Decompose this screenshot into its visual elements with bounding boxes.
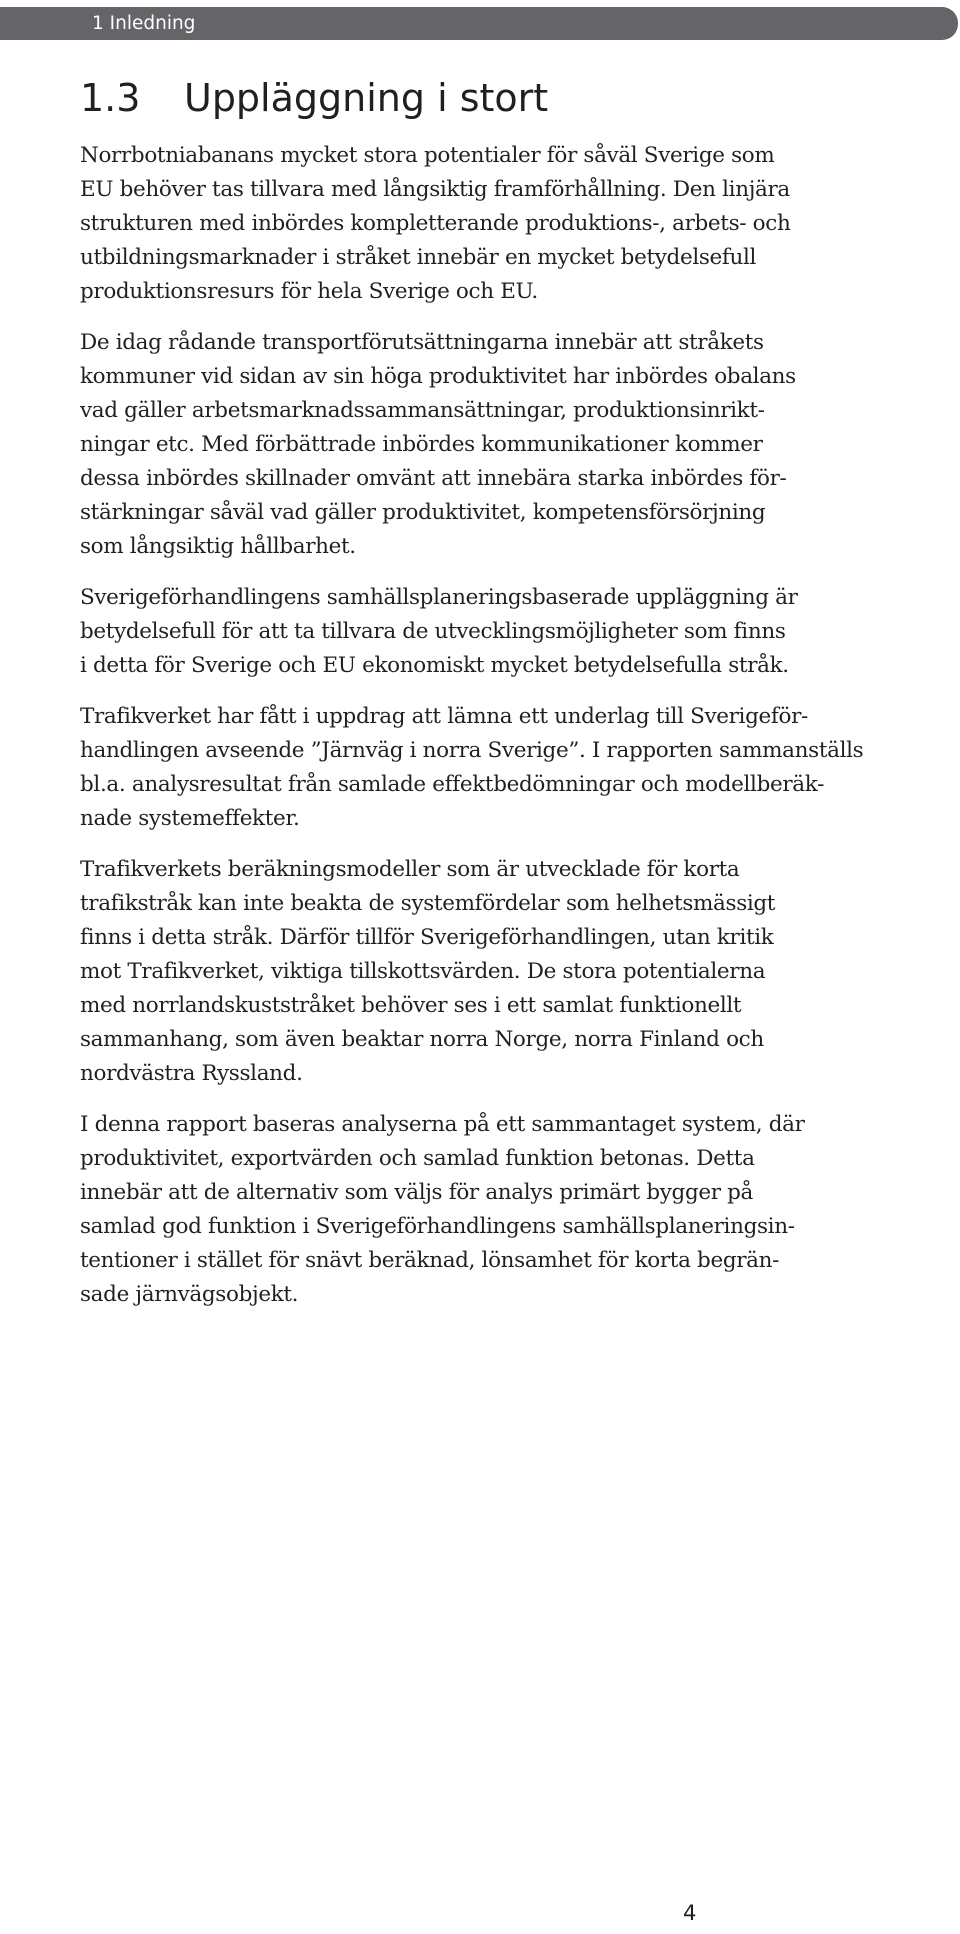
text-line: ningar etc. Med förbättrade inbördes kommunikationer kommer: [80, 432, 763, 457]
text-line: strukturen med inbördes kompletterande produktions-, arbets- och: [80, 211, 791, 236]
text-line: De idag rådande transportförutsättningarna innebär att stråkets: [80, 330, 764, 355]
text-line: sade järnvägsobjekt.: [80, 1282, 299, 1307]
text-line: dessa inbördes skillnader omvänt att innebära starka inbördes för-: [80, 466, 787, 491]
paragraph: [80, 700, 920, 836]
paragraph: [80, 853, 920, 1091]
chapter-header-label: 1 Inledning: [92, 13, 196, 34]
text-line: handlingen avseende ”Järnväg i norra Sverige”. I rapporten sammanställs: [80, 738, 864, 763]
section-heading: [80, 74, 548, 122]
text-line: produktionsresurs för hela Sverige och EU.: [80, 279, 538, 304]
paragraph: [80, 139, 920, 309]
text-line: nordvästra Ryssland.: [80, 1061, 303, 1086]
text-line: produktivitet, exportvärden och samlad funktion betonas. Detta: [80, 1146, 755, 1171]
paragraph: [80, 1108, 920, 1312]
text-line: bl.a. analysresultat från samlade effektbedömningar och modellberäk-: [80, 772, 824, 797]
section-number: 1.3: [80, 76, 141, 120]
text-line: som långsiktig hållbarhet.: [80, 534, 356, 559]
text-line: tentioner i stället för snävt beräknad, lönsamhet för korta begrän-: [80, 1248, 780, 1273]
text-line: samlad god funktion i Sverigeförhandlingens samhällsplaneringsin-: [80, 1214, 795, 1239]
text-line: nade systemeffekter.: [80, 806, 300, 831]
text-line: Trafikverkets beräkningsmodeller som är utvecklade för korta: [80, 857, 740, 882]
text-line: betydelsefull för att ta tillvara de utvecklingsmöjligheter som finns: [80, 619, 786, 644]
text-line: trafikstråk kan inte beakta de systemfördelar som helhetsmässigt: [80, 891, 776, 916]
text-line: finns i detta stråk. Därför tillför Sverigeförhandlingen, utan kritik: [80, 925, 774, 950]
text-line: mot Trafikverket, viktiga tillskottsvärden. De stora potentialerna: [80, 959, 766, 984]
text-line: utbildningsmarknader i stråket innebär en mycket betydelsefull: [80, 245, 757, 270]
text-line: i detta för Sverige och EU ekonomiskt mycket betydelsefulla stråk.: [80, 653, 789, 678]
text-line: sammanhang, som även beaktar norra Norge, norra Finland och: [80, 1027, 764, 1052]
paragraph: [80, 581, 920, 683]
text-line: kommuner vid sidan av sin höga produktivitet har inbördes obalans: [80, 364, 796, 389]
text-line: vad gäller arbetsmarknadssammansättningar, produktionsinrikt-: [80, 398, 765, 423]
text-line: I denna rapport baseras analyserna på ett sammantaget system, där: [80, 1112, 805, 1137]
text-line: Norrbotniabanans mycket stora potentialer för såväl Sverige som: [80, 143, 775, 168]
section-title: Uppläggning i stort: [184, 76, 549, 120]
text-line: EU behöver tas tillvara med långsiktig framförhållning. Den linjära: [80, 177, 790, 202]
text-line: Sverigeförhandlingens samhällsplaneringsbaserade uppläggning är: [80, 585, 798, 610]
page-number: 4: [683, 1901, 697, 1925]
text-line: Trafikverket har fått i uppdrag att lämna ett underlag till Sverigeför-: [80, 704, 808, 729]
body-text: [80, 139, 920, 1329]
text-line: stärkningar såväl vad gäller produktivitet, kompetensförsörjning: [80, 500, 766, 525]
text-line: med norrlandskuststråket behöver ses i ett samlat funktionellt: [80, 993, 742, 1018]
text-line: innebär att de alternativ som väljs för analys primärt bygger på: [80, 1180, 754, 1205]
paragraph: [80, 326, 920, 564]
